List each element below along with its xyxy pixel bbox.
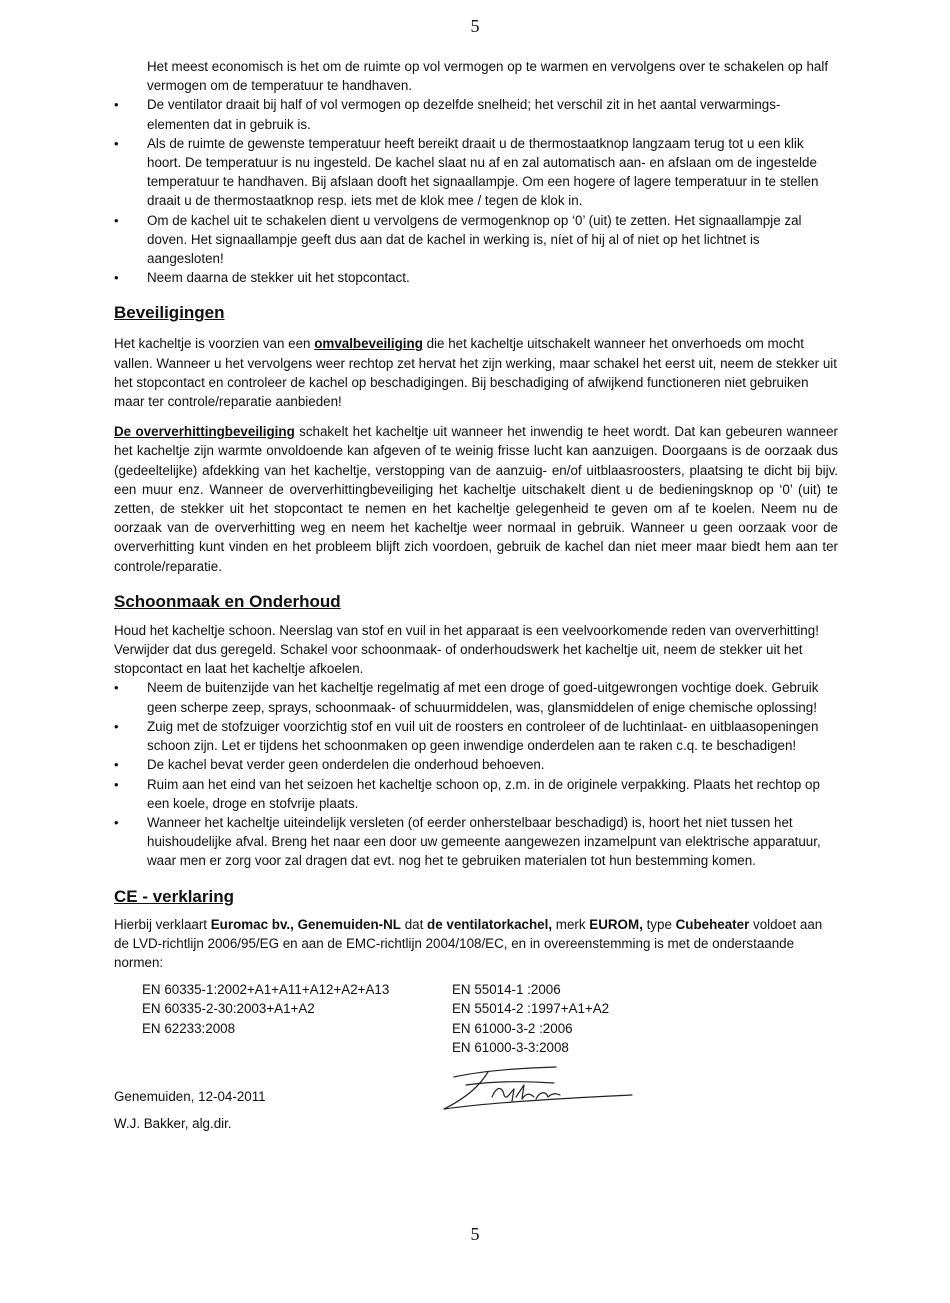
text-span: die het kacheltje uitschakelt wanneer het onverhoeds om mocht vallen. Wanneer u het vervolgens weer rechtop zet hervat het zijn werking, maar schakel het eerst uit, neem de stekker uit het stopcontact en controleer de kachel op beschadigingen. Bij beschadiging of afwijkend functioneren niet gebruiken maar ter controle/reparatie aanbieden! (114, 336, 837, 410)
list-item: • Neem de buitenzijde van het kacheltje regelmatig af met een droge of goed-uitgewrongen vochtige doek. Gebruik geen scherpe zeep, sprays, schoonmaak- of schuurmiddelen, was, glansmiddelen of enige chemische oplossing! (114, 678, 838, 716)
norm-item: EN 62233:2008 (142, 1020, 236, 1036)
list-item: • Ruim aan het eind van het seizoen het kacheltje schoon op, z.m. in de originele verpakking. Plaats het rechtop op een koele, droge en stofvrije plaats. (114, 775, 838, 813)
paragraph-omvalbeveiliging (114, 334, 838, 411)
section-heading-beveiligingen: Beveiligingen (114, 303, 225, 323)
text-span: Het kacheltje is voorzien van een (114, 336, 315, 352)
model-name: Cubeheater (675, 916, 750, 932)
list-item: • Wanneer het kacheltje uiteindelijk versleten (of eerder onherstelbaar beschadigd) is, hoort het niet tussen het huishoudelijke afval. Breng het naar een door uw gemeente aangewezen inzamelpunt van elektrische apparatuur, waar men er zorg voor zal dragen dat evt. nog het te gebruiken materialen tot hun bestemming komen. (114, 813, 838, 871)
text-span: dat (400, 916, 428, 932)
norms-list (114, 980, 838, 1057)
norm-item: EN 61000-3-2 :2006 (452, 1020, 573, 1036)
paragraph-oververhitting (114, 422, 838, 576)
text-span: type (642, 916, 676, 932)
term-omvalbeveiliging: omvalbeveiliging (314, 336, 423, 352)
text-span: Hierbij verklaart (114, 916, 211, 932)
signature-image (436, 1063, 636, 1123)
place-date: Genemuiden, 12-04-2011 (114, 1088, 266, 1104)
list-item: • Als de ruimte de gewenste temperatuur heeft bereikt draait u de thermostaatknop langzaam terug tot u een klik hoort. De temperatuur is nu ingesteld. De kachel slaat nu af en zal automatisch aan- en afslaan om de ingestelde temperatuur te handhaven. Bij afslaan dooft het signaallampje. Om een hogere of lagere temperatuur in te stellen draait u de thermostaatknop resp. iets met de klok mee / tegen de klok in. (114, 134, 838, 211)
norm-item: EN 61000-3-3:2008 (452, 1039, 569, 1055)
page-number-top: 5 (470, 16, 480, 36)
intro-bullet-list (114, 95, 838, 287)
schoonmaak-bullet-list (114, 678, 838, 870)
norm-item: EN 60335-2-30:2003+A1+A2 (142, 1001, 315, 1017)
list-item: • Neem daarna de stekker uit het stopcontact. (114, 268, 838, 287)
list-item: • Om de kachel uit te schakelen dient u vervolgens de vermogenknop op ‘0’ (uit) te zetten. Het signaallampje zal doven. Het signaallampje geeft dus aan dat de kachel in werking is, níet of hij al of niet op het lichtnet is aangesloten! (114, 211, 838, 269)
text-span: schakelt het kacheltje uit wanneer het inwendig te heet wordt. Dat kan gebeuren wanneer het kacheltje zijn warmte onvoldoende kan afgeven of te weinig frisse lucht kan aanzuigen. Doorgaans is de oorzaak dus (gedeeltelijke) afdekking van het kacheltje, verstopping van de aanzuig- en/of uitblaasroosters, plaatsing te dicht bij bijv. een muur enz. Wanneer de oververhittingbeveiliging het kacheltje uitschakelt dient u de bedieningsknop op ‘0’ (uit) te zetten, de stekker uit het stopcontact te nemen en het kacheltje gelegenheid te geven om af te koelen. Neem nu de oorzaak van de oververhitting weg en neem het kacheltje weer normaal in gebruik. Wanneer u geen oorzaak voor de oververhitting kunt vinden en het probleem blijft zich voordoen, gebruik de kachel dan niet meer maar biedt hem aan ter controle/reparatie. (114, 424, 838, 574)
brand-name: EUROM, (589, 916, 643, 932)
section-heading-ce: CE - verklaring (114, 886, 234, 906)
section-heading-schoonmaak: Schoonmaak en Onderhoud (114, 591, 341, 611)
list-item: • De kachel bevat verder geen onderdelen die onderhoud behoeven. (114, 755, 838, 774)
signature-block (114, 1069, 838, 1159)
paragraph-ce-declaration (114, 915, 838, 973)
list-item: • Zuig met de stofzuiger voorzichtig stof en vuil uit de roosters en controleer of de luchtinlaat- en uitblaasopeningen schoon zijn. Let er tijdens het schoonmaken op geen inwendige onderdelen aan te raken c.q. te beschadigen! (114, 717, 838, 755)
company-name: Euromac bv., Genemuiden-NL (210, 916, 401, 932)
norm-item: EN 55014-1 :2006 (452, 982, 561, 998)
list-item: • De ventilator draait bij half of vol vermogen op dezelfde snelheid; het verschil zit in het aantal verwarmings-elementen dat in gebruik is. (114, 95, 838, 133)
intro-continuation: Het meest economisch is het om de ruimte op vol vermogen op te warmen en vervolgens over te schakelen op half vermogen om de temperatuur te handhaven. (147, 59, 829, 94)
document-body (114, 57, 838, 1159)
norms-column-left (142, 980, 452, 1057)
term-oververhittingbeveiliging: De oververhittingbeveiliging (114, 424, 295, 440)
page-number-bottom: 5 (470, 1224, 480, 1244)
norms-column-right (452, 980, 762, 1057)
text-span: voldoet aan de LVD-richtlijn 2006/95/EG en aan de EMC-richtlijn 2004/108/EC, en in overeenstemming is met de onderstaande normen: (114, 916, 823, 970)
norm-item: EN 60335-1:2002+A1+A11+A12+A2+A13 (142, 982, 390, 998)
product-name: de ventilatorkachel, (427, 916, 553, 932)
norm-item: EN 55014-2 :1997+A1+A2 (452, 1001, 610, 1017)
signer-name: W.J. Bakker, alg.dir. (114, 1115, 232, 1131)
paragraph-schoonmaak-intro: Houd het kacheltje schoon. Neerslag van stof en vuil in het apparaat is een veelvoorkomende reden van oververhitting! Verwijder dat dus geregeld. Schakel voor schoonmaak- of onderhoudswerk het kacheltje uit, neem de stekker uit het stopcontact en laat het kacheltje afkoelen. (114, 622, 819, 677)
text-span: merk (552, 916, 590, 932)
